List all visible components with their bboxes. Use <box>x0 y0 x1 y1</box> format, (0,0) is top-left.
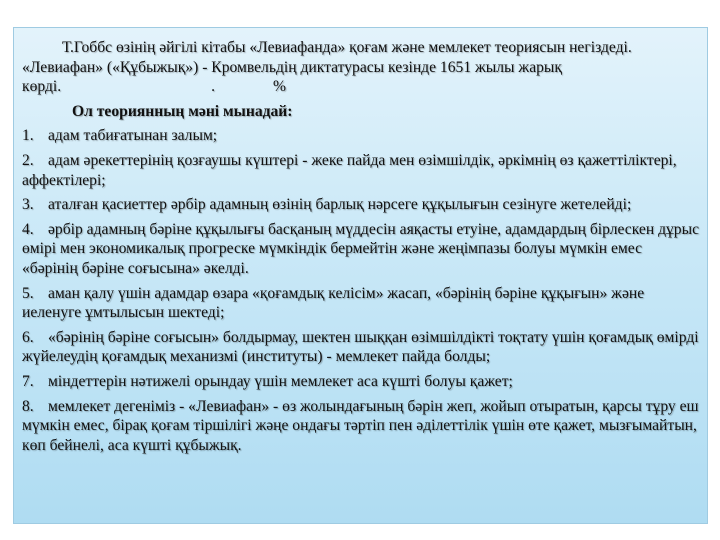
intro-text: Т.Гоббс өзінің әйгілі кітабы «Левиафанда» қоғам және мемлекет теориясын негіздеді. «Левиафан» («Құбыжық») - Кромвельдің диктатурасы кезінде 1651 жылы жарық көрді. <box>22 39 632 96</box>
list-number: 4. <box>22 220 34 238</box>
list-number: 1. <box>22 127 34 145</box>
list-text: адам табиғатынан залым; <box>48 127 218 145</box>
list-item-3 <box>22 195 699 215</box>
list-item-5 <box>22 284 699 323</box>
intro-percent: % <box>273 78 287 96</box>
list-number: 5. <box>22 284 34 302</box>
list-number: 2. <box>22 151 34 169</box>
list-text: аталған қасиеттер әрбір адамның өзінің барлық нәрсеге құқылығын сезінуге жетелейді; <box>48 196 632 214</box>
list-text: аман қалу үшін адамдар өзара «қоғамдық келісім» жасап, «бәрінің бәріне құқығын» және иеленуге ұмтылысын шектеді; <box>22 284 645 322</box>
intro-dot: . <box>211 78 216 96</box>
section-heading: Ол теориянның мәні мынадай: <box>72 102 293 120</box>
list-item-1 <box>22 126 699 146</box>
list-text: мемлекет дегеніміз - «Левиафан» - өз жолындағының бәрін жеп, жойып отыратын, қарсы тұру еш мүмкін емес, бірақ қоғам тіршілігі жәңе ондағы тәртіп пен әділеттілік үшін өте қажет, мызғымайтын, көп бейнелі, аса күшті құбыжық. <box>22 397 699 454</box>
list-number: 7. <box>22 372 34 390</box>
content-textbox <box>13 27 708 524</box>
list-number: 8. <box>22 397 34 415</box>
list-text: әрбір адамның бәріне құқылығы басқаның мүддесін аяқасты етуіне, адамдардың бірлескен дұрыс өмірі мен экономикалық прогреске мүмкіндік бермейтін және жеңімпазы болуы мүмкін емес «бәрінің бәріне соғысына» әкелді. <box>22 220 699 277</box>
list-text: адам әрекеттерінің қозғаушы күштері - жеке пайда мен өзімшілдік, әркімнің өз қажеттіліктері, аффектілері; <box>22 151 677 189</box>
list-number: 3. <box>22 196 34 214</box>
list-item-7 <box>22 372 699 392</box>
intro-paragraph <box>22 38 699 97</box>
list-item-2 <box>22 151 699 190</box>
list-text: міндеттерін нәтижелі орындау үшін мемлекет аса күшті болуы қажет; <box>48 372 513 390</box>
list-item-6 <box>22 328 699 367</box>
list-number: 6. <box>22 328 34 346</box>
list-item-4 <box>22 220 699 279</box>
list-item-8 <box>22 397 699 456</box>
list-text: «бәрінің бәріне соғысын» болдырмау, шектен шыққан өзімшілдікті тоқтату үшін қоғамдық өмірді жүйелеудің қоғамдық механизмі (институты) - мемлекет пайда болды; <box>22 328 699 366</box>
